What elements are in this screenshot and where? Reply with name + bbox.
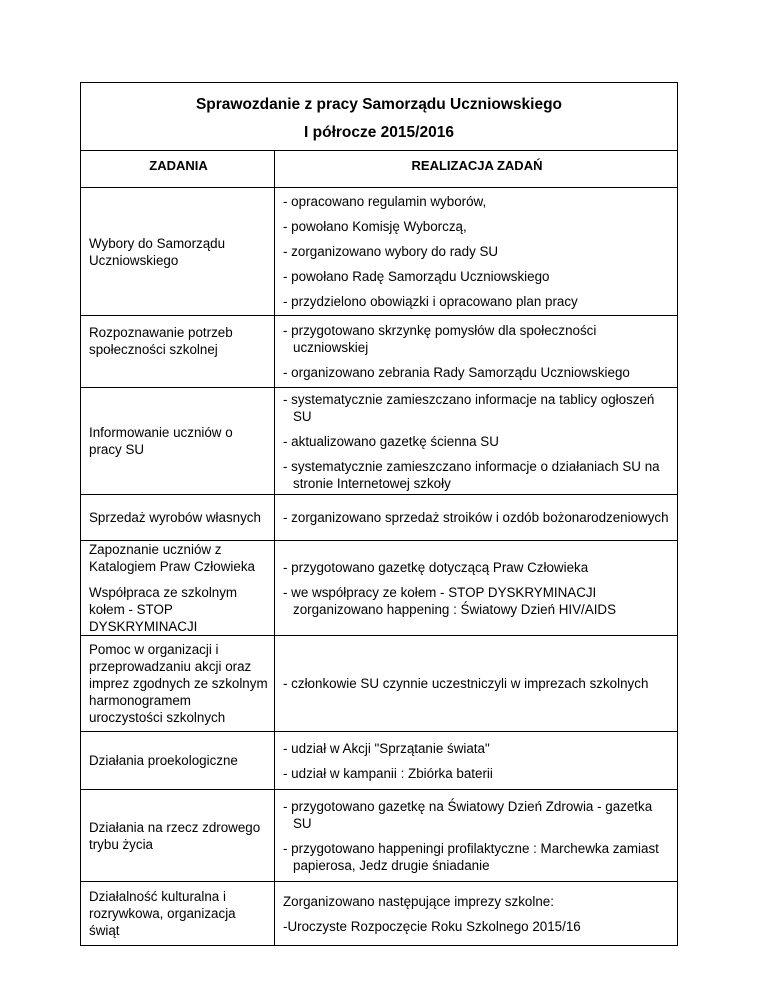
table-row <box>81 541 678 636</box>
table-row <box>81 790 678 882</box>
realization-item: - przygotowano happeningi profilaktyczne : Marchewka zamiast papierosa, Jedz drugie śniadanie <box>283 840 659 873</box>
task-cell <box>81 495 275 541</box>
task-cell <box>81 541 275 636</box>
title-row <box>81 83 678 151</box>
realization-item: - udział w Akcji "Sprzątanie świata" <box>283 740 490 756</box>
realization-item: Zorganizowano następujące imprezy szkolne: <box>283 893 554 909</box>
task-text: Sprzedaż wyrobów własnych <box>89 510 261 525</box>
task-text: Działalność kulturalna i rozrywkowa, organizacja świąt <box>89 889 236 938</box>
realization-item: - powołano Radę Samorządu Uczniowskiego <box>283 269 550 284</box>
task-cell <box>81 790 275 882</box>
table-row <box>81 882 678 946</box>
realization-cell <box>275 495 678 541</box>
table-row <box>81 188 678 316</box>
realization-item: - przydzielono obowiązki i opracowano plan pracy <box>283 294 578 309</box>
table-row <box>81 732 678 790</box>
header-row <box>81 151 678 188</box>
realization-cell <box>275 188 678 316</box>
task-cell <box>81 316 275 388</box>
realization-cell <box>275 790 678 882</box>
task-cell <box>81 388 275 495</box>
report-table <box>80 82 678 946</box>
report-title-line-2: I półrocze 2015/2016 <box>304 123 454 141</box>
realization-cell <box>275 388 678 495</box>
table-row <box>81 316 678 388</box>
realization-item: - organizowano zebrania Rady Samorządu Uczniowskiego <box>283 365 630 380</box>
task-cell <box>81 188 275 316</box>
table-row <box>81 636 678 732</box>
realization-item: - opracowano regulamin wyborów, <box>283 194 487 209</box>
column-header-realization: REALIZACJA ZADAŃ <box>275 151 678 188</box>
realization-cell <box>275 732 678 790</box>
realization-item: - przygotowano gazetkę dotyczącą Praw Człowieka <box>283 559 589 575</box>
realization-item: - aktualizowano gazetkę ścienna SU <box>283 433 499 449</box>
realization-item: - systematycznie zamieszczano informacje na tablicy ogłoszeń SU <box>283 391 655 424</box>
task-text: Informowanie uczniów o pracy SU <box>89 425 233 457</box>
task-cell <box>81 636 275 732</box>
report-title <box>81 83 678 151</box>
realization-cell <box>275 882 678 946</box>
realization-cell <box>275 541 678 636</box>
realization-item: - zorganizowano sprzedaż stroików i ozdób bożonarodzeniowych <box>283 510 669 525</box>
realization-cell <box>275 636 678 732</box>
task-text: Działania na rzecz zdrowego trybu życia <box>89 819 261 852</box>
report-title-line-1: Sprawozdanie z pracy Samorządu Uczniowskiego <box>195 95 563 113</box>
task-text: Zapoznanie uczniów z Katalogiem Praw Człowieka <box>89 542 255 574</box>
realization-item: - przygotowano gazetkę na Światowy Dzień Zdrowia - gazetka SU <box>283 798 653 831</box>
task-text: Współpraca ze szkolnym kołem - STOP DYSKRYMINACJI <box>89 585 238 634</box>
table-row <box>81 495 678 541</box>
realization-item: - we współpracy ze kołem - STOP DYSKRYMINACJI zorganizowano happening : Światowy Dzień HIV/AIDS <box>283 584 617 617</box>
task-cell <box>81 732 275 790</box>
realization-item: - członkowie SU czynnie uczestniczyli w imprezach szkolnych <box>283 676 649 691</box>
realization-item: -Uroczyste Rozpoczęcie Roku Szkolnego 2015/16 <box>283 918 581 934</box>
task-cell <box>81 882 275 946</box>
realization-item: - udział w kampanii : Zbiórka baterii <box>283 765 493 781</box>
column-header-tasks: ZADANIA <box>81 151 275 188</box>
realization-item: - systematycznie zamieszczano informacje o działaniach SU na stronie Internetowej szkoły <box>283 458 660 491</box>
realization-item: - zorganizowano wybory do rady SU <box>283 244 499 259</box>
realization-item: - powołano Komisję Wyborczą, <box>283 219 467 234</box>
task-text: Wybory do Samorządu Uczniowskiego <box>89 235 226 268</box>
realization-item: - przygotowano skrzynkę pomysłów dla społeczności uczniowskiej <box>283 323 597 355</box>
table-row <box>81 388 678 495</box>
task-text: Działania proekologiczne <box>89 753 238 768</box>
task-text: Rozpoznawanie potrzeb społeczności szkolnej <box>89 325 233 357</box>
task-text: Pomoc w organizacji i przeprowadzaniu akcji oraz imprez zgodnych ze szkolnym harmonogramem uroczystości szkolnych <box>89 642 268 725</box>
realization-cell <box>275 316 678 388</box>
